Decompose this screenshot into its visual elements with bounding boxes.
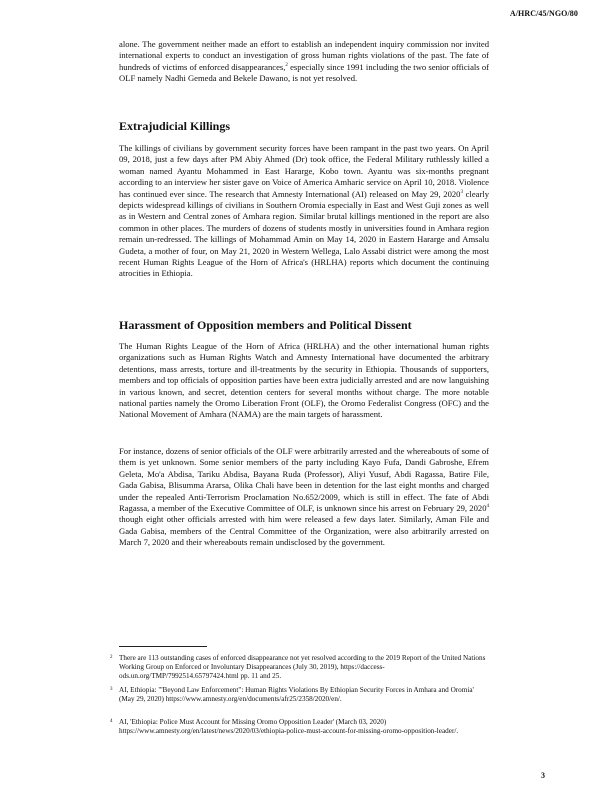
paragraph-text-continued: clearly depicts widespread killings of civilians in Southern Oromia especially in East and West Guji zones as well as in Western and Central zones of Amhara region. Similar brutal killings mentioned in the report are also common in other places. The murders of dozens of students mostly in universities found in Amhara region remain un-redressed. The killings of Mohammad Amin on May 14, 2020 in Eastern Hararge and Amsalu Gudeta, a mother of four, on May 21, 2020 in Western Wellega, Lalo Assabi district were among the most recent Human Rights League of the Horn of Africa's (HRLHA) reports which document the continuing atrocities in Ethiopia.: [119, 188, 489, 279]
footnote-text: AI, 'Ethiopia: Police Must Account for Missing Oromo Opposition Leader' (March 03, 2020) https://www.amnesty.org/en/latest/news/2020/03/ethiopia-police-must-account-for-missing-oromo-opposition-leader/.: [119, 718, 459, 736]
footnote-ref-4[interactable]: 4: [486, 504, 489, 510]
harassment-paragraph-2: [119, 446, 489, 549]
paragraph-text: For instance, dozens of senior officials of the OLF were arbitrarily arrested and the whereabouts of some of them is yet unknown. Some senior members of the party including Kayo Fufa, Dandi Gabroshe, Efrem Geleta, Mo'a Abdisa, Tariku Abdisa, Bayana Ruda (Professor), Aliyi Yusuf, Abdi Ragassa, Batire File, Gada Gabisa, Blisumma Ararsa, Olika Chali have been in detention for the last eight months and charged under the repealed Anti-Terrorism Proclamation No.652/2009, which is still in effect. The fate of Abdi Ragassa, a member of the Executive Committee of OLF, is unknown since his arrest on February 29, 2020: [119, 446, 489, 514]
extrajudicial-killings-paragraph: [119, 143, 489, 280]
paragraph-text: The Human Rights League of the Horn of Africa (HRLHA) and the other international human rights organizations such as Human Rights Watch and Amnesty International have documented the arbitrary detentions, mass arrests, torture and ill-treatments by the security in Ethiopia. Thousands of supporters, members and top officials of opposition parties have been extra judicially arrested and are now languishing in various known, and secret, detention centers for several months without charge. The more notable national parties namely the Oromo Liberation Front (OLF), the Oromo Federalist Congress (OFC) and the National Movement of Amhara (NAMA) are the main targets of harassment.: [119, 341, 489, 420]
page-number: 3: [541, 771, 545, 780]
intro-text: alone. The government neither made an effort to establish an independent inquiry commission nor invited international experts to conduct an investigation of gross human rights violations of the past. The fate of hundreds of victims of enforced disappearances,: [119, 39, 489, 72]
harassment-paragraph-1: [119, 341, 489, 421]
paragraph-text-continued: though eight other officials arrested with him were released a few days later. Similarly, Aman File and Gada Gabisa, members of the Central Committee of the Organization, were also arbitrarily arrested on March 7, 2020 and their whereabouts remain undisclosed by the government.: [119, 514, 489, 548]
footnote-number: 2: [110, 655, 113, 660]
footnote-number: 3: [110, 687, 113, 692]
footnote-ref-3[interactable]: 3: [460, 189, 463, 195]
heading-extrajudicial-killings: Extrajudicial Killings: [119, 119, 231, 133]
footnote-separator: [119, 646, 207, 647]
paragraph-text: The killings of civilians by government security forces have been rampant in the past two years. On April 09, 2018, just a few days after PM Abiy Ahmed (Dr) took office, the Federal Military ruthlessly killed a woman named Ayantu Mohammed in East Hararge, Kobo town. Ayantu was six-months pregnant according to an interview her sister gave on Voice of America Amharic service on April 10, 2018. Violence has continued ever since. The research that Amnesty International (AI) released on May 29, 2020: [119, 143, 489, 199]
footnote-3: [110, 686, 491, 704]
footnote-4: [110, 718, 491, 736]
footnote-ref-2[interactable]: 2: [285, 62, 288, 68]
document-symbol: A/HRC/45/NGO/80: [509, 9, 578, 18]
intro-paragraph: [119, 39, 489, 85]
footnote-2: [110, 654, 491, 682]
footnote-number: 4: [110, 719, 113, 724]
heading-harassment-of-opposition: Harassment of Opposition members and Political Dissent: [119, 318, 412, 332]
footnote-text: AI, Ethiopia: "'Beyond Law Enforcement": Human Rights Violations By Ethiopian Security Forces in Amhara and Oromia' (May 29, 2020) https://www.amnesty.org/en/documents/afr25/2358/2020/en/.: [119, 686, 474, 704]
intro-text-continued: especially since 1991 including the two senior officials of OLF namely Nadhi Gemeda and Bekele Dawano, is not yet resolved.: [119, 61, 489, 84]
footnote-text: There are 113 outstanding cases of enforced disappearance not yet resolved according to the 2019 Report of the United Nations Working Group on Enforced or Involuntary Disappearances (July 30, 2019), https://daccess-ods.un.org/TMP/7992514.65797424.html pp. 11 and 25.: [119, 654, 486, 681]
